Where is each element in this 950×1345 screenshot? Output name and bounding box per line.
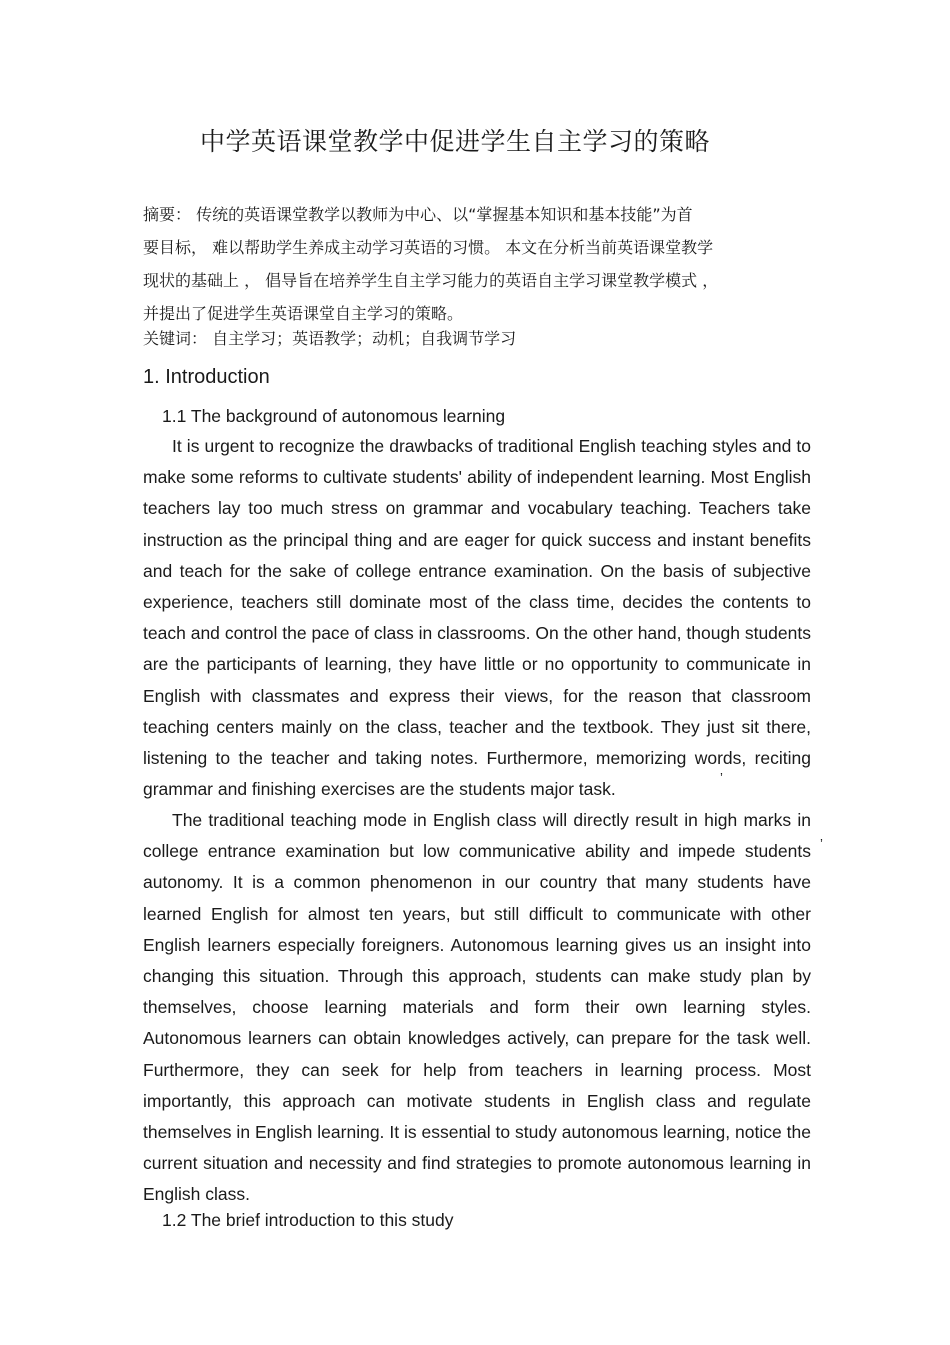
keywords: 关键词： 自主学习；英语教学；动机；自我调节学习 (143, 329, 517, 348)
section-heading: 1. Introduction (143, 366, 270, 388)
stray-apostrophe-mark: ’ (720, 770, 723, 785)
abstract (143, 198, 813, 330)
subsection-heading: 1.1 The background of autonomous learning (162, 406, 506, 426)
abstract-line: 要目标， 难以帮助学生养成主动学习英语的习惯。 本文在分析当前英语课堂教学 (143, 238, 714, 257)
abstract-line: 并提出了促进学生英语课堂自主学习的策略。 (143, 304, 464, 323)
body-paragraph: The traditional teaching mode in English class will directly result in high marks in college entrance examination but low communicative ability and impede students autonomy. It is a common phenomenon in our country that many students have learned English for almost ten years, but still difficult to communicate with other English learners especially foreigners. Autonomous learning gives us an insight into changing this situation. Through this approach, students can make study plan by themselves, choose learning materials and form their own learning styles. Autonomous learners can obtain knowledges actively, can prepare for the task well. Furthermore, they can seek for help from teachers in learning process. Most importantly, this approach can motivate students in English class and regulate themselves in English learning. It is essential to study autonomous learning, notice the current situation and necessity and find strategies to promote autonomous learning in English class. (143, 810, 811, 1205)
abstract-line: 摘要： 传统的英语课堂教学以教师为中心、以“掌握基本知识和基本技能”为首 (143, 205, 693, 224)
document-title: 中学英语课堂教学中促进学生自主学习的策略 (199, 127, 710, 156)
stray-apostrophe-mark: ’ (820, 836, 823, 851)
body-paragraph: It is urgent to recognize the drawbacks of traditional English teaching styles and to make some reforms to cultivate students' ability of independent learning. Most English teachers lay too much stress on grammar and vocabulary teaching. Teachers take instruction as the principal thing and are eager for quick success and instant benefits and teach for the sake of college entrance examination. On the basis of subjective experience, teachers still dominate most of the class time, decides the contents to teach and control the pace of class in classrooms. On the other hand, though students are the participants of learning, they have little or no opportunity to communicate in English with classmates and express their views, for the reason that classroom teaching centers mainly on the class, teacher and the textbook. They just sit there, listening to the teacher and taking notes. Furthermore, memorizing words, reciting grammar and finishing exercises are the students major task. (143, 436, 811, 800)
abstract-line: 现状的基础上 ， 倡导旨在培养学生自主学习能力的英语自主学习课堂教学模式 ， (143, 271, 719, 290)
subsection-heading: 1.2 The brief introduction to this study (162, 1210, 454, 1230)
